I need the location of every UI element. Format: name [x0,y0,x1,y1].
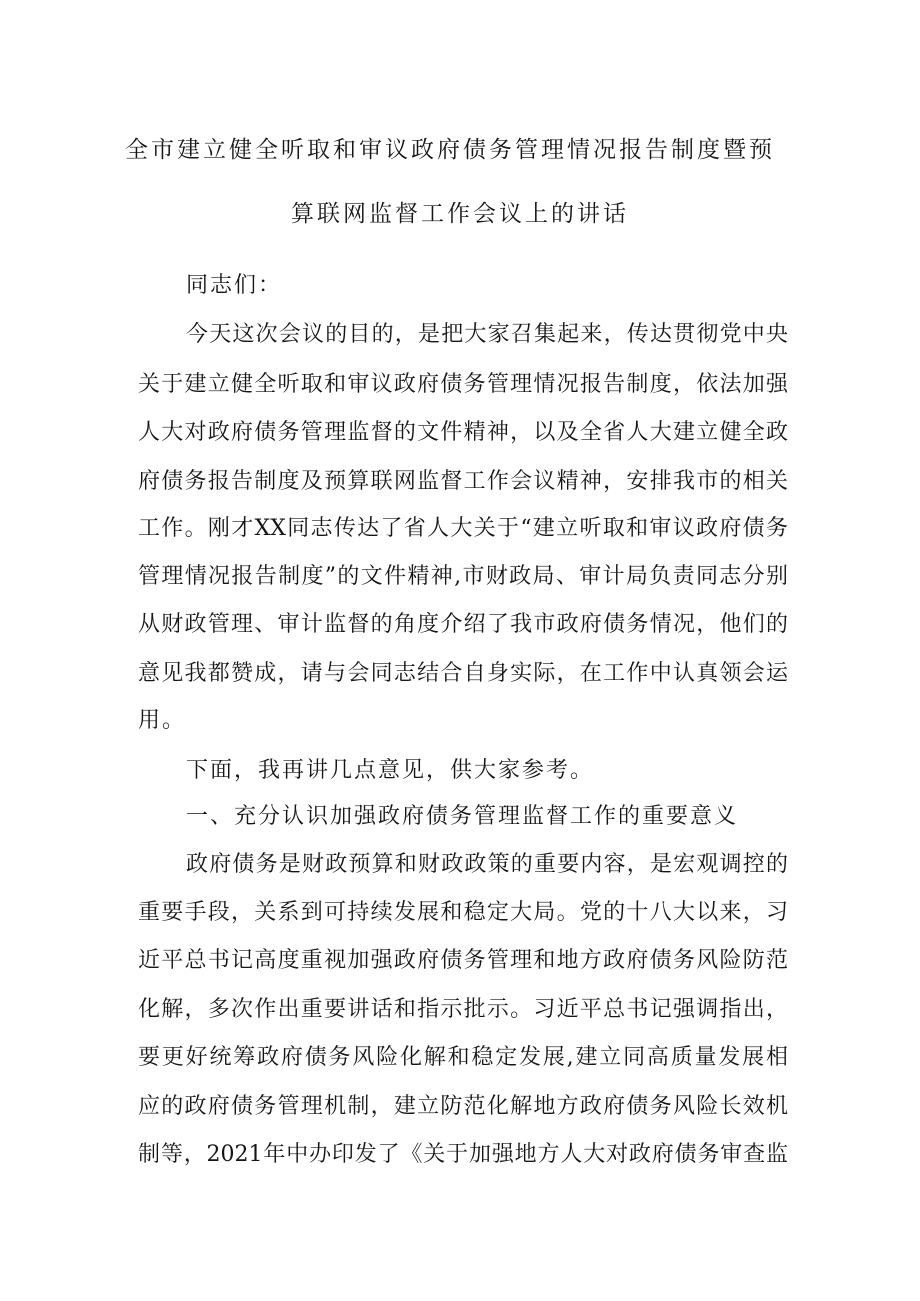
paragraph-1-line-9: 用。 [138,708,187,733]
salutation: 同志们： [186,273,283,298]
paragraph-3-line-6: 应的政府债务管理机制，建立防范化解地方政府债务风险长效机 [138,1094,788,1119]
document-title-line-2: 算联网监督工作会议上的讲话 [291,201,629,227]
paragraph-1-line-3: 人大对政府债务管理监督的文件精神，以及全省人大建立健全政 [138,420,788,445]
paragraph-3-line-1: 政府债务是财政预算和财政政策的重要内容，是宏观调控的 [186,852,788,877]
paragraph-3-line-5: 要更好统筹政府债务风险化解和稳定发展,建立同高质量发展相 [138,1045,788,1070]
paragraph-3-line-4: 化解，多次作出重要讲话和指示批示。习近平总书记强调指出， [138,997,788,1022]
paragraph-1-line-6: 管理情况报告制度”的文件精神,市财政局、审计局负责同志分别 [138,564,788,589]
paragraph-1-line-2: 关于建立健全听取和审议政府债务管理情况报告制度，依法加强 [138,372,788,397]
paragraph-3-line-3: 近平总书记高度重视加强政府债务管理和地方政府债务风险防范 [138,948,788,973]
paragraph-1-line-8: 意见我都赞成，请与会同志结合自身实际，在工作中认真领会运 [138,661,788,686]
paragraph-1-line-5: 工作。刚才XX同志传达了省人大关于“建立听取和审议政府债务 [138,516,788,541]
document-title-line-1: 全市建立健全听取和审议政府债务管理情况报告制度暨预 [125,137,775,163]
paragraph-1-line-4: 府债务报告制度及预算联网监督工作会议精神，安排我市的相关 [138,469,788,494]
paragraph-2: 下面，我再讲几点意见，供大家参考。 [186,758,595,783]
paragraph-1-line-1: 今天这次会议的目的，是把大家召集起来，传达贯彻党中央 [186,322,788,347]
section-heading-1: 一、充分认识加强政府债务管理监督工作的重要意义 [186,804,739,829]
paragraph-3-line-7: 制等，2021年中办印发了《关于加强地方人大对政府债务审查监 [138,1142,788,1167]
paragraph-3-line-2: 重要手段，关系到可持续发展和稳定大局。党的十八大以来，习 [138,900,788,925]
paragraph-1-line-7: 从财政管理、审计监督的角度介绍了我市政府债务情况，他们的 [138,612,788,637]
